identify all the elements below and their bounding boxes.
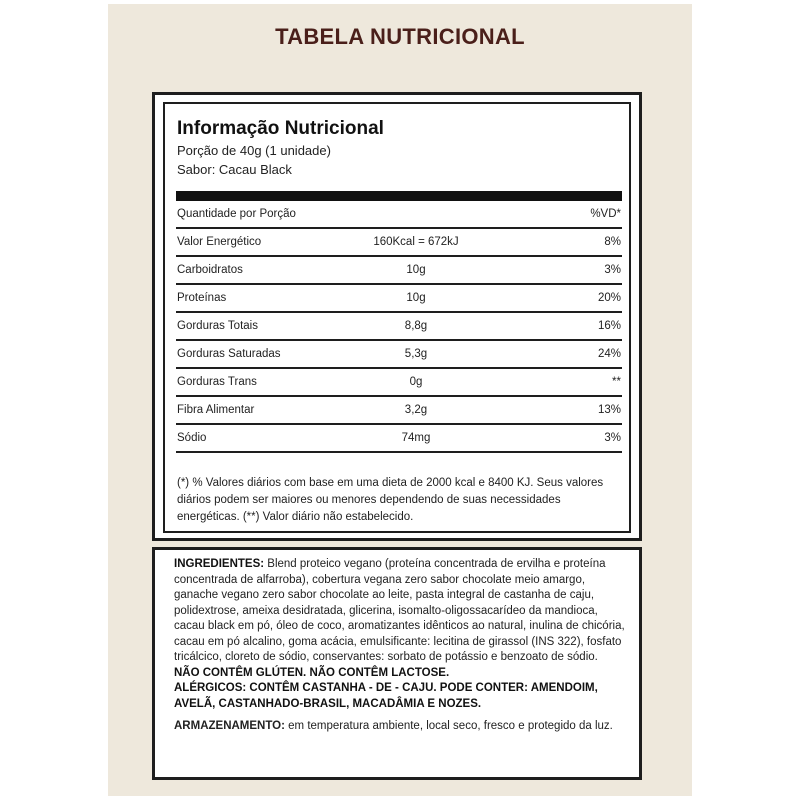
table-row (176, 341, 622, 369)
header-vd: %VD* (590, 208, 621, 220)
table-header-row (176, 201, 622, 229)
gluten-lactose-warning: NÃO CONTÊM GLÚTEN. NÃO CONTÊM LACTOSE. (174, 666, 450, 679)
footnote: (*) % Valores diários com base em uma dieta de 2000 kcal e 8400 KJ. Seus valores diários podem ser maiores ou menores dependendo de suas necessidades energéticas. (**) Valor diário não estabelecido. (177, 477, 604, 523)
row-quantity: 10g (406, 292, 426, 304)
storage-instructions: em temperatura ambiente, local seco, fresco e protegido da luz. (284, 720, 613, 732)
row-vd: 16% (597, 320, 621, 332)
row-vd: ** (612, 376, 621, 388)
row-vd: 24% (597, 348, 621, 360)
row-quantity: 5,3g (404, 348, 428, 360)
row-quantity: 10g (406, 264, 426, 276)
table-row (176, 425, 622, 453)
storage-text (174, 719, 626, 735)
separator-bar (176, 191, 622, 201)
row-name: Gorduras Trans (177, 376, 257, 388)
row-name: Fibra Alimentar (177, 404, 255, 416)
row-quantity: 0g (409, 376, 423, 388)
page-title: TABELA NUTRICIONAL (275, 24, 525, 49)
nutrition-title: Informação Nutricional (177, 118, 384, 139)
row-quantity: 160Kcal = 672kJ (373, 236, 459, 248)
allergens-warning: ALÉRGICOS: CONTÊM CASTANHA - DE - CAJU. PODE CONTER: AMENDOIM, AVELÃ, CASTANHADO-BRASIL, MACADÂMIA E NOZES. (174, 682, 598, 710)
header-quantity: Quantidade por Porção (177, 208, 296, 220)
row-quantity: 74mg (401, 432, 431, 444)
portion-text: Porção de 40g (1 unidade) (177, 143, 331, 158)
storage-label: ARMAZENAMENTO: (174, 720, 285, 732)
row-name: Sódio (177, 432, 207, 444)
row-vd: 13% (597, 404, 621, 416)
row-quantity: 8,8g (404, 320, 428, 332)
flavor-text: Sabor: Cacau Black (177, 162, 292, 177)
row-name: Carboidratos (177, 264, 243, 276)
row-name: Gorduras Saturadas (177, 348, 281, 360)
table-row (176, 285, 622, 313)
row-name: Gorduras Totais (177, 320, 258, 332)
table-row (176, 229, 622, 257)
ingredients-label: INGREDIENTES: (174, 558, 265, 570)
row-vd: 3% (604, 432, 621, 444)
row-name: Valor Energético (177, 236, 262, 248)
row-quantity: 3,2g (404, 404, 428, 416)
table-row (176, 313, 622, 341)
table-row (176, 369, 622, 397)
ingredients-list: Blend proteico vegano (proteína concentrada de ervilha e proteína concentrada de alfarroba), cobertura vegana zero sabor chocolate meio amargo, ganache vegano zero sabor chocolate ao leite, pasta integral de castanha de caju, polidextrose, ameixa desidratada, glicerina, isomalto-oligossacarídeo da mandioca, cacau black em pó, óleo de coco, aromatizantes idênticos ao natural, inulina de chicória, cacau em pó alcalino, goma acácia, emulsificante: lecitina de girassol (INS 322), fosfato tricálcico, cloreto de sódio, conservantes: sorbato de potássio e benzoato de sódio. (174, 558, 625, 663)
row-vd: 3% (604, 264, 621, 276)
table-row (176, 257, 622, 285)
row-vd: 20% (597, 292, 621, 304)
ingredients-text (174, 557, 626, 712)
row-name: Proteínas (177, 292, 227, 304)
table-row (176, 397, 622, 425)
row-vd: 8% (604, 236, 621, 248)
